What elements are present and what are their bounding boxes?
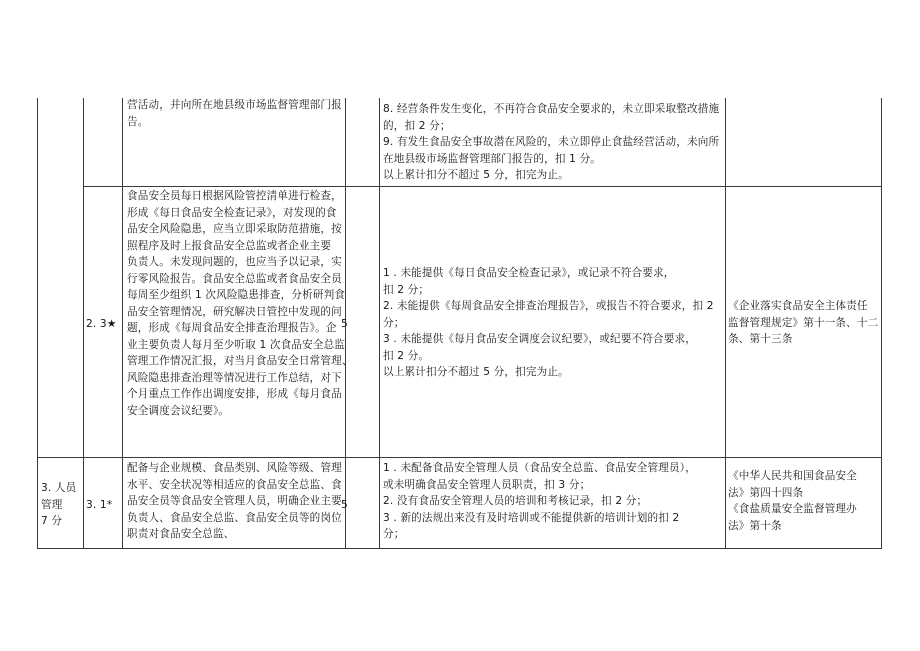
text-line: 形成《每日食品安全检查记录》，对发现的食 <box>127 206 337 219</box>
table-border-bottom <box>37 548 882 549</box>
text-line: 2. 未能提供《每周食品安全排查治理报告》，或报告不符合要求，扣 2 <box>383 300 714 312</box>
text-line: 在地县级市场监督管理部门报告的，扣 1 分。 <box>383 152 602 165</box>
legal-basis-text <box>728 298 878 348</box>
text-line: 营活动，并向所在地县级市场监督管理部门报 <box>127 99 342 111</box>
requirement-text <box>127 97 342 130</box>
text-line: 管理工作情况汇报，对当月食品安全日常管理、 <box>127 355 353 367</box>
text-line: 个月重点工作作出调度安排，形成《每月食品 <box>127 388 342 400</box>
text-line: 职责对食品安全总监、 <box>127 528 235 540</box>
requirement-text <box>127 460 342 543</box>
item-score: 5 <box>341 318 348 330</box>
text-line: 《中华人民共和国食品安全 <box>728 470 857 482</box>
text-line: 水平、安全状况等相适应的食品安全总监、食 <box>127 478 342 491</box>
text-line: 8. 经营条件发生变化，不再符合食品安全要求的，未立即采取整改措施 <box>383 103 720 115</box>
text-line: 2. 没有食品安全管理人员的培训和考核记录，扣 2 分； <box>383 495 648 507</box>
text-line: 法》第四十四条 <box>728 486 804 499</box>
text-line: 条、第十三条 <box>728 333 793 345</box>
text-line: 告。 <box>127 115 149 128</box>
text-line: 食品安全员每日根据风险管控清单进行检查， <box>127 190 342 202</box>
text-line: 每周至少组织 1 次风险隐患排查，分析研判食 <box>127 289 346 301</box>
text-line: 分； <box>383 316 405 329</box>
item-score: 5 <box>341 499 348 511</box>
text-line: 品安全管理情况，研究解决日管控中发现的问 <box>127 305 342 318</box>
text-line: 或未明确食品安全管理人员职责，扣 3 分； <box>383 478 591 491</box>
text-line: 扣 2 分。 <box>383 349 430 362</box>
legal-basis-text <box>728 468 857 534</box>
text-line: 品安全风险隐患，应当立即采取防范措施，按 <box>127 223 342 235</box>
deduction-text <box>383 101 719 184</box>
text-line: 品安全员等食品安全管理人员，明确企业主要 <box>127 495 342 507</box>
text-line: 3 . 未能提供《每月食品安全调度会议纪要》，或纪要不符合要求， <box>383 333 696 345</box>
text-line: 风险隐患排查治理等情况进行工作总结，对下 <box>127 371 342 384</box>
text-line: 《食盐质量安全监督管理办 <box>728 503 857 515</box>
row-divider <box>83 186 882 187</box>
item-number: 3. 1* <box>86 499 113 511</box>
row-divider <box>37 457 882 458</box>
text-line: 照程序及时上报食品安全总监或者企业主要 <box>127 239 332 252</box>
text-line: 业主要负责人每月至少听取 1 次食品安全总监 <box>127 338 346 351</box>
item-number: 2. 3★ <box>86 318 117 330</box>
text-line: 以上累计扣分不超过 5 分，扣完为止。 <box>383 169 569 181</box>
text-line: 负责人、食品安全总监、食品安全员等的岗位 <box>127 511 342 524</box>
text-line: 扣 2 分； <box>383 283 430 296</box>
column-divider <box>83 98 84 549</box>
text-line: 3 . 新的法规出来没有及时培训或不能提供新的培训计划的扣 2 <box>383 511 680 524</box>
text-line: 配备与企业规模、食品类别、风险等级、管理 <box>127 462 342 474</box>
text-line: 安全调度会议纪要》。 <box>127 404 230 417</box>
text-line: 分； <box>383 528 405 540</box>
deduction-text <box>383 460 696 543</box>
text-line: 负责人。未发现问题的，也应当予以记录，实 <box>127 256 342 268</box>
requirement-text <box>127 188 353 419</box>
text-line: 7 分 <box>41 515 63 527</box>
column-divider <box>379 98 380 549</box>
text-line: 以上累计扣分不超过 5 分，扣完为止。 <box>383 366 569 378</box>
text-line: 管理 <box>41 498 63 511</box>
text-line: 3. 人员 <box>41 482 77 494</box>
text-line: 的，扣 2 分； <box>383 119 451 132</box>
text-line: 《企业落实食品安全主体责任 <box>728 300 868 312</box>
text-line: 1 . 未配备食品安全管理人员（食品安全总监、食品安全管理员）， <box>383 462 696 474</box>
text-line: 9. 有发生食品安全事故潜在风险的，未立即停止食盐经营活动，未向所 <box>383 136 720 148</box>
table-border-left <box>37 98 38 549</box>
text-line: 1 . 未能提供《每日食品安全检查记录》，或记录不符合要求， <box>383 267 675 279</box>
column-divider <box>725 98 726 549</box>
table-border-right <box>881 98 882 549</box>
category-label <box>41 480 76 530</box>
text-line: 题，形成《每周食品安全排查治理报告》。企 <box>127 322 337 334</box>
text-line: 监督管理规定》第十一条、十二 <box>728 316 879 329</box>
column-divider <box>122 98 123 549</box>
text-line: 法》第十条 <box>728 519 782 532</box>
deduction-text <box>383 265 714 381</box>
text-line: 行零风险报告。食品安全总监或者食品安全员 <box>127 272 342 285</box>
